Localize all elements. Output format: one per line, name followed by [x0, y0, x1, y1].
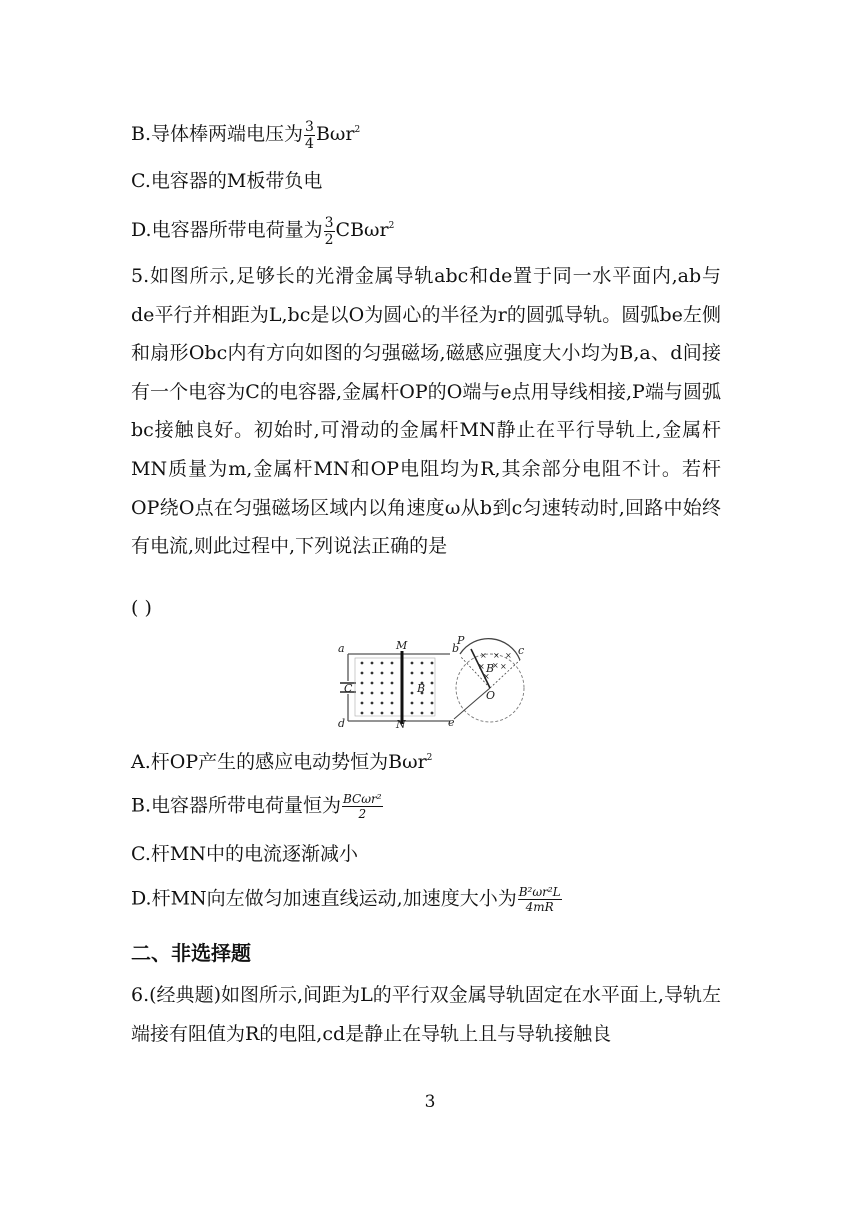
- field-dot: [371, 712, 374, 715]
- fraction: $\frac{3}{4}$: [305, 118, 314, 152]
- field-dot: [381, 712, 384, 715]
- label-M: M: [396, 639, 408, 652]
- field-dot: [411, 702, 414, 705]
- field-dot: [391, 692, 394, 695]
- field-dot: [361, 692, 364, 695]
- field-dot: [421, 702, 424, 705]
- field-dot: [391, 712, 394, 715]
- field-dot: [361, 712, 364, 715]
- field-dot: [431, 692, 434, 695]
- field-dot: [361, 662, 364, 665]
- svg-text:×: ×: [478, 662, 485, 671]
- option-q5-c: C.杆MN中的电流逐渐减小: [131, 843, 358, 865]
- page-number: 3: [424, 1092, 436, 1112]
- label-O: O: [486, 689, 496, 702]
- field-dot: [381, 662, 384, 665]
- question-5-stem: 5.如图所示,足够长的光滑金属导轨abc和de置于同一水平面内,ab与de平行并相距为L,bc是以O为圆心的半径为r的圆弧导轨。圆弧be左侧和扇形Obc内有方向如图的匀强磁场,磁感应强度大小均为B,a、d间接有一个电容为C的电容器,金属杆OP的O端与e点用导线相接,P端与圆弧bc接触良好。初始时,可滑动的金属杆MN静止在平行导轨上,金属杆MN质量为m,金属杆MN和OP电阻均为R,其余部分电阻不计。若杆OP绕O点在匀强磁场区域内以角速度ω从b到c匀速转动时,回路中始终有电流,则此过程中,下列说法正确的是: [131, 265, 721, 558]
- field-dot: [381, 682, 384, 685]
- fraction: $\frac{\text{BCωr²}}{2}$: [343, 792, 382, 821]
- field-dot: [371, 662, 374, 665]
- fraction: $\frac{3}{2}$: [324, 214, 334, 248]
- svg-text:×: ×: [492, 661, 499, 670]
- option-q5-d: D.杆MN向左做匀加速直线运动,加速度大小为 $\frac{\text{B²ωr²L}}{4mR}$: [131, 885, 561, 914]
- option-q4-d: D.电容器所带电荷量为 $\frac{3}{2}$ CBωr$^2$: [131, 214, 395, 248]
- answer-bracket: ( ): [131, 597, 152, 619]
- svg-text:×: ×: [493, 651, 500, 660]
- field-dot: [361, 672, 364, 675]
- field-dot: [421, 712, 424, 715]
- field-dot: [411, 692, 414, 695]
- option-q5-a: A.杆OP产生的感应电动势恒为Bωr$^2$: [131, 751, 433, 773]
- field-dot: [411, 712, 414, 715]
- field-dot: [421, 662, 424, 665]
- label-b: b: [452, 642, 460, 655]
- field-dot: [371, 692, 374, 695]
- field-dot: [391, 702, 394, 705]
- field-dot: [411, 672, 414, 675]
- field-dot: [391, 662, 394, 665]
- label-c: c: [518, 644, 525, 657]
- field-dot: [381, 692, 384, 695]
- field-dot: [411, 662, 414, 665]
- field-dot: [431, 712, 434, 715]
- label-a: a: [338, 642, 345, 655]
- field-dot: [361, 702, 364, 705]
- label-B-left: B: [417, 682, 426, 695]
- field-dot: [431, 702, 434, 705]
- field-dot: [371, 672, 374, 675]
- fraction: $\frac{\text{B²ωr²L}}{4mR}$: [518, 885, 561, 914]
- label-d: d: [338, 717, 346, 728]
- field-dot: [421, 672, 424, 675]
- field-dot: [411, 682, 414, 685]
- label-P: P: [457, 636, 465, 647]
- field-dot: [371, 702, 374, 705]
- field-dot: [431, 662, 434, 665]
- svg-text:×: ×: [505, 651, 512, 660]
- section-heading: 二、非选择题: [131, 941, 251, 965]
- label-e: e: [448, 716, 455, 728]
- option-q5-b: B.电容器所带电荷量恒为 $\frac{\text{BCωr²}}{2}$: [131, 792, 382, 821]
- field-dot: [431, 672, 434, 675]
- circuit-figure: [330, 636, 530, 728]
- field-dot: [361, 682, 364, 685]
- field-dot: [381, 702, 384, 705]
- svg-text:×: ×: [483, 672, 490, 681]
- field-dot: [391, 682, 394, 685]
- option-q4-b: B.导体棒两端电压为 $\frac{3}{4}$ Bωr$^2$: [131, 118, 361, 152]
- question-6-stem: 6.(经典题)如图所示,间距为L的平行双金属导轨固定在水平面上,导轨左端接有阻值为R的电阻,cd是静止在导轨上且与导轨接触良: [131, 984, 721, 1045]
- field-dot: [391, 672, 394, 675]
- label-B-right: B: [486, 662, 495, 675]
- svg-text:×: ×: [500, 662, 507, 671]
- label-C: C: [344, 682, 353, 695]
- field-dot: [381, 672, 384, 675]
- svg-text:×: ×: [480, 651, 487, 660]
- option-q4-c: C.电容器的M板带负电: [131, 170, 323, 192]
- field-dot: [371, 682, 374, 685]
- label-N: N: [396, 718, 406, 728]
- field-dot: [431, 682, 434, 685]
